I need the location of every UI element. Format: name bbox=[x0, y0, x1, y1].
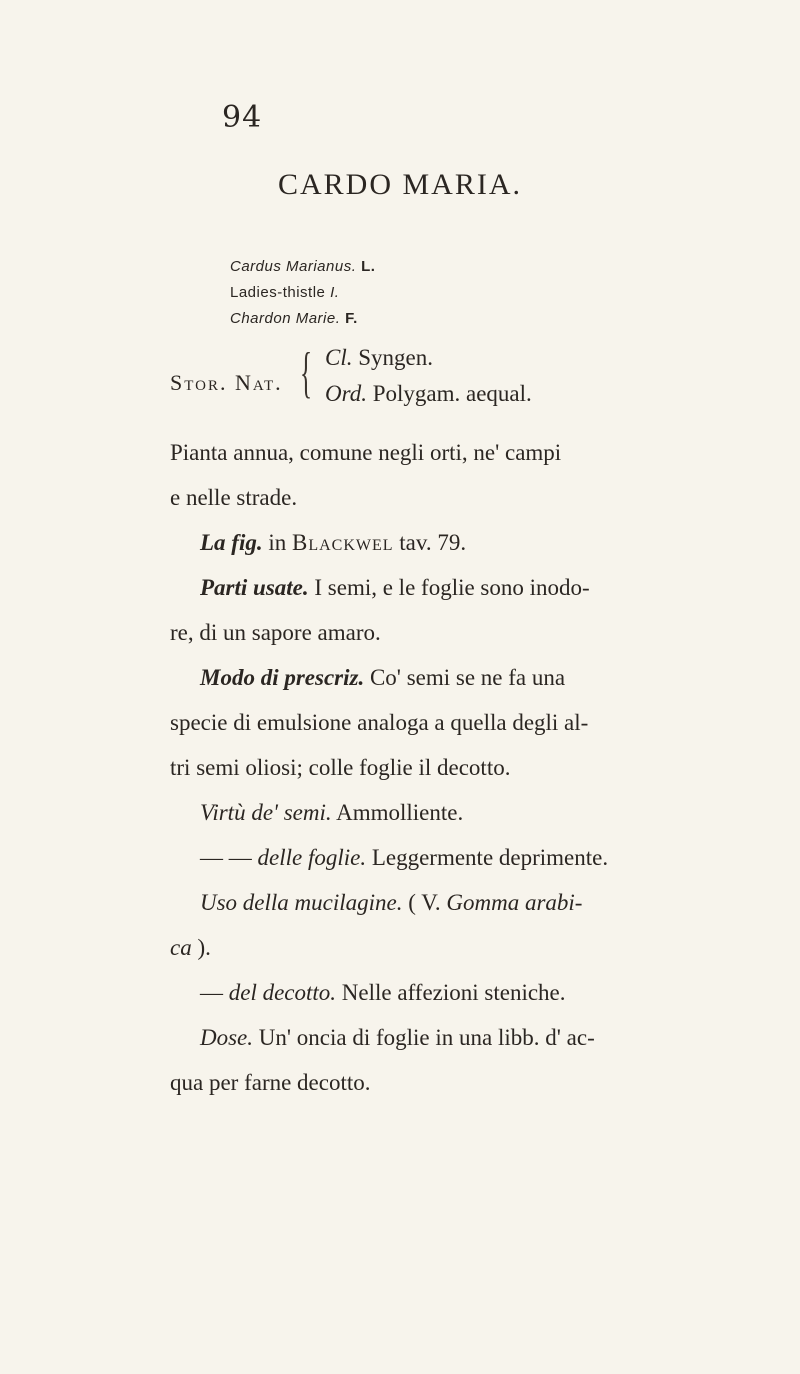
dash: — bbox=[200, 980, 223, 1005]
decotto-text: Nelle affezioni steniche. bbox=[341, 980, 566, 1005]
modo-text: Co' semi se ne fa una bbox=[369, 665, 566, 690]
fig-heading: La fig. bbox=[200, 530, 263, 555]
uso-close: ). bbox=[197, 935, 211, 960]
text-line: qua per farne decotto. bbox=[170, 1070, 371, 1095]
classification-label: Stor. Nat. bbox=[170, 370, 283, 395]
text-line: re, di un sapore amaro. bbox=[170, 620, 381, 645]
synonym-name: Cardus Marianus. bbox=[230, 258, 357, 275]
entry-body bbox=[170, 430, 790, 1105]
virtu-text: Ammolliente. bbox=[336, 800, 464, 825]
virtu-semi bbox=[170, 790, 790, 835]
fig-table: tav. 79. bbox=[399, 530, 467, 555]
class-abbr: Cl. bbox=[325, 345, 353, 370]
foglie-heading: delle foglie. bbox=[257, 845, 367, 870]
parti-text: I semi, e le foglie sono inodo- bbox=[314, 575, 590, 600]
synonym-english bbox=[230, 284, 339, 301]
synonym-name: Ladies-thistle bbox=[230, 284, 326, 301]
dose bbox=[170, 1015, 790, 1060]
classification-order bbox=[325, 381, 532, 407]
text-line: tri semi oliosi; colle foglie il decotto. bbox=[170, 755, 511, 780]
text-line: specie di emulsione analoga a quella degli al- bbox=[170, 710, 589, 735]
virtu-foglie bbox=[170, 835, 790, 880]
classification-class bbox=[325, 345, 433, 371]
uso-ca: ca bbox=[170, 935, 192, 960]
synonym-french bbox=[230, 310, 358, 327]
uso-ref: ( V. bbox=[408, 890, 441, 915]
parti-usate bbox=[170, 565, 790, 610]
decotto-heading: del decotto. bbox=[228, 980, 337, 1005]
synonym-lang: I. bbox=[330, 284, 340, 301]
class-value: Syngen. bbox=[358, 345, 433, 370]
synonym-name: Chardon Marie. bbox=[230, 310, 341, 327]
dose-heading: Dose. bbox=[200, 1025, 254, 1050]
uso-decotto bbox=[170, 970, 790, 1015]
uso-continuation bbox=[170, 925, 790, 970]
uso-heading: Uso della mucilagine. bbox=[200, 890, 403, 915]
uso-mucilagine bbox=[170, 880, 790, 925]
figure-reference bbox=[170, 520, 790, 565]
text-line: e nelle strade. bbox=[170, 485, 298, 510]
fig-in: in bbox=[268, 530, 287, 555]
parti-heading: Parti usate. bbox=[200, 575, 309, 600]
synonym-lang: F. bbox=[345, 310, 358, 327]
foglie-text: Leggermente deprimente. bbox=[371, 845, 609, 870]
text-line: Pianta annua, comune negli orti, ne' campi bbox=[170, 440, 562, 465]
synonym-latin bbox=[230, 258, 375, 275]
order-value: Polygam. aequal. bbox=[372, 381, 532, 406]
page-number: 94 bbox=[222, 100, 263, 135]
brace-glyph: { bbox=[300, 342, 313, 404]
dose-text: Un' oncia di foglie in una libb. d' ac- bbox=[258, 1025, 595, 1050]
synonym-lang: L. bbox=[361, 258, 376, 275]
dash: — — bbox=[200, 845, 252, 870]
order-abbr: Ord. bbox=[325, 381, 367, 406]
modo-heading: Modo di prescriz. bbox=[200, 665, 365, 690]
virtu-heading: Virtù de' semi. bbox=[200, 800, 332, 825]
entry-title: CARDO MARIA. bbox=[277, 168, 523, 201]
uso-gomma: Gomma arabi- bbox=[446, 890, 583, 915]
modo-prescriz bbox=[170, 655, 790, 700]
fig-author: Blackwel bbox=[292, 530, 394, 555]
